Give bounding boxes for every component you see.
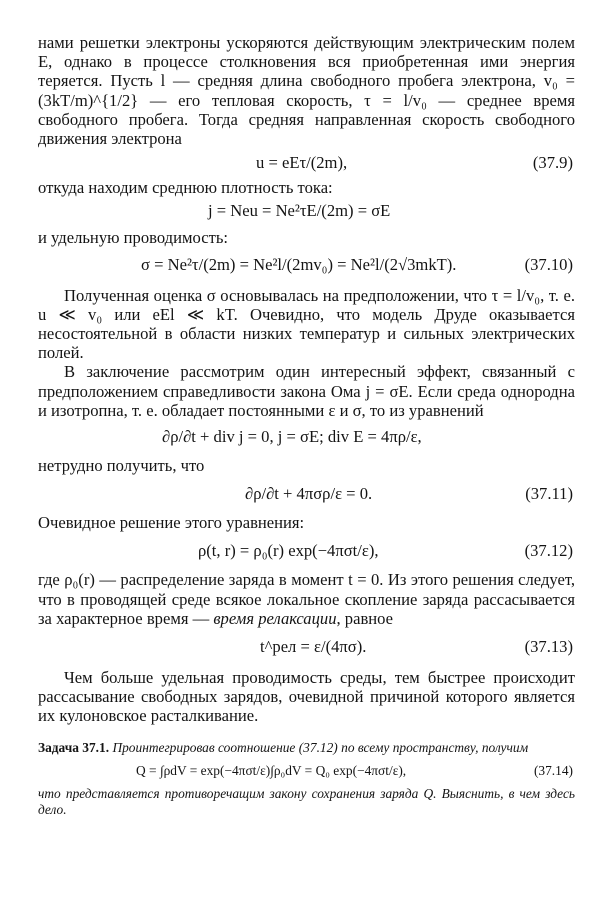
equation-formula: ρ(t, r) = ρ₀(r) exp(−4πσt/ε),: [198, 541, 379, 561]
equation-formula: t^рел = ε/(4πσ).: [260, 637, 367, 657]
equation-37-9: [38, 153, 575, 173]
paragraph-drude-intro: нами решетки электроны ускоряются действующим электрическим полем E, однако в процессе столкновения вся приобретенная ими энергия теряется. Пусть l — средняя длина свободного пробега электрона, v₀ = (3kT/m)^{1/2} — его тепловая скорость, τ = l/v₀ — среднее время свободного пробега. Тогда средняя направленная скорость свободного движения электрона: [38, 33, 575, 149]
equation-formula: j = Neu = Ne²τE/(2m) = σE: [208, 201, 391, 221]
paragraph-drude-validity: Полученная оценка σ основывалась на предположении, что τ = l/v₀, т. е. u ≪ v₀ или eEl ≪ kT. Очевидно, что модель Друде оказывается несостоятельной в области низких температур и сильных электрических полей.: [38, 285, 575, 363]
relaxation-term: время релаксации: [213, 608, 337, 628]
equation-number: (37.13): [524, 637, 573, 657]
paragraph-current-density: откуда находим среднюю плотность тока:: [38, 178, 333, 198]
relaxation-text-c: , равное: [336, 608, 394, 628]
paragraph-ohm-law-effect: В заключение рассмотрим один интересный эффект, связанный с предположением справедливости закона Ома j = σE. Если среда однородна и изотропна, т. е. обладает постоянными ε и σ, то из уравнений: [38, 362, 575, 420]
equation-number: (37.10): [524, 254, 573, 274]
equation-37-12: [38, 541, 575, 561]
paragraph-relaxation: [38, 570, 575, 628]
equation-37-11: [38, 484, 575, 504]
equation-current: [38, 201, 575, 221]
task-37-1-continued: [38, 786, 575, 818]
equation-system: [38, 427, 575, 447]
equation-formula: σ = Ne²τ/(2m) = Ne²l/(2mv₀) = Ne²l/(2√3mkT).: [141, 254, 457, 274]
equation-formula: ∂ρ/∂t + 4πσρ/ε = 0.: [245, 484, 373, 504]
relaxation-text-a: где ρ₀(r) — распределение заряда в момент t = 0. Из этого решения следует, что в проводящей среде всякое локальное скопление заряда рассасывается за характерное время —: [38, 570, 575, 628]
task-text: Проинтегрировав соотношение (37.12) по всему пространству, получим: [112, 739, 529, 755]
equation-37-13: [38, 637, 575, 657]
equation-37-14: [38, 762, 575, 780]
paragraph-derive: нетрудно получить, что: [38, 456, 205, 476]
equation-formula: u = eEτ/(2m),: [256, 153, 348, 173]
equation-number: (37.14): [533, 762, 573, 778]
equation-formula: ∂ρ/∂t + div j = 0, j = σE; div E = 4πρ/ε,: [162, 427, 422, 447]
equation-formula: Q = ∫ρdV = exp(−4πσt/ε)∫ρ₀dV = Q₀ exp(−4πσt/ε),: [136, 762, 407, 778]
task-label: Задача 37.1.: [38, 739, 110, 755]
equation-number: (37.11): [525, 484, 573, 504]
paragraph-conclusion: Чем больше удельная проводимость среды, тем быстрее происходит рассасывание свободных зарядов, очевидной причиной которого является их кулоновское расталкивание.: [38, 668, 575, 726]
equation-number: (37.9): [532, 153, 573, 173]
task-text-2: что представляется противоречащим закону сохранения заряда Q. Выяснить, в чем здесь дело.: [38, 785, 575, 817]
equation-37-10: [38, 255, 575, 275]
task-37-1: [38, 740, 575, 756]
paragraph-conductivity: и удельную проводимость:: [38, 228, 229, 248]
page-content: [38, 33, 575, 818]
paragraph-solution: Очевидное решение этого уравнения:: [38, 513, 305, 533]
equation-number: (37.12): [524, 541, 573, 561]
